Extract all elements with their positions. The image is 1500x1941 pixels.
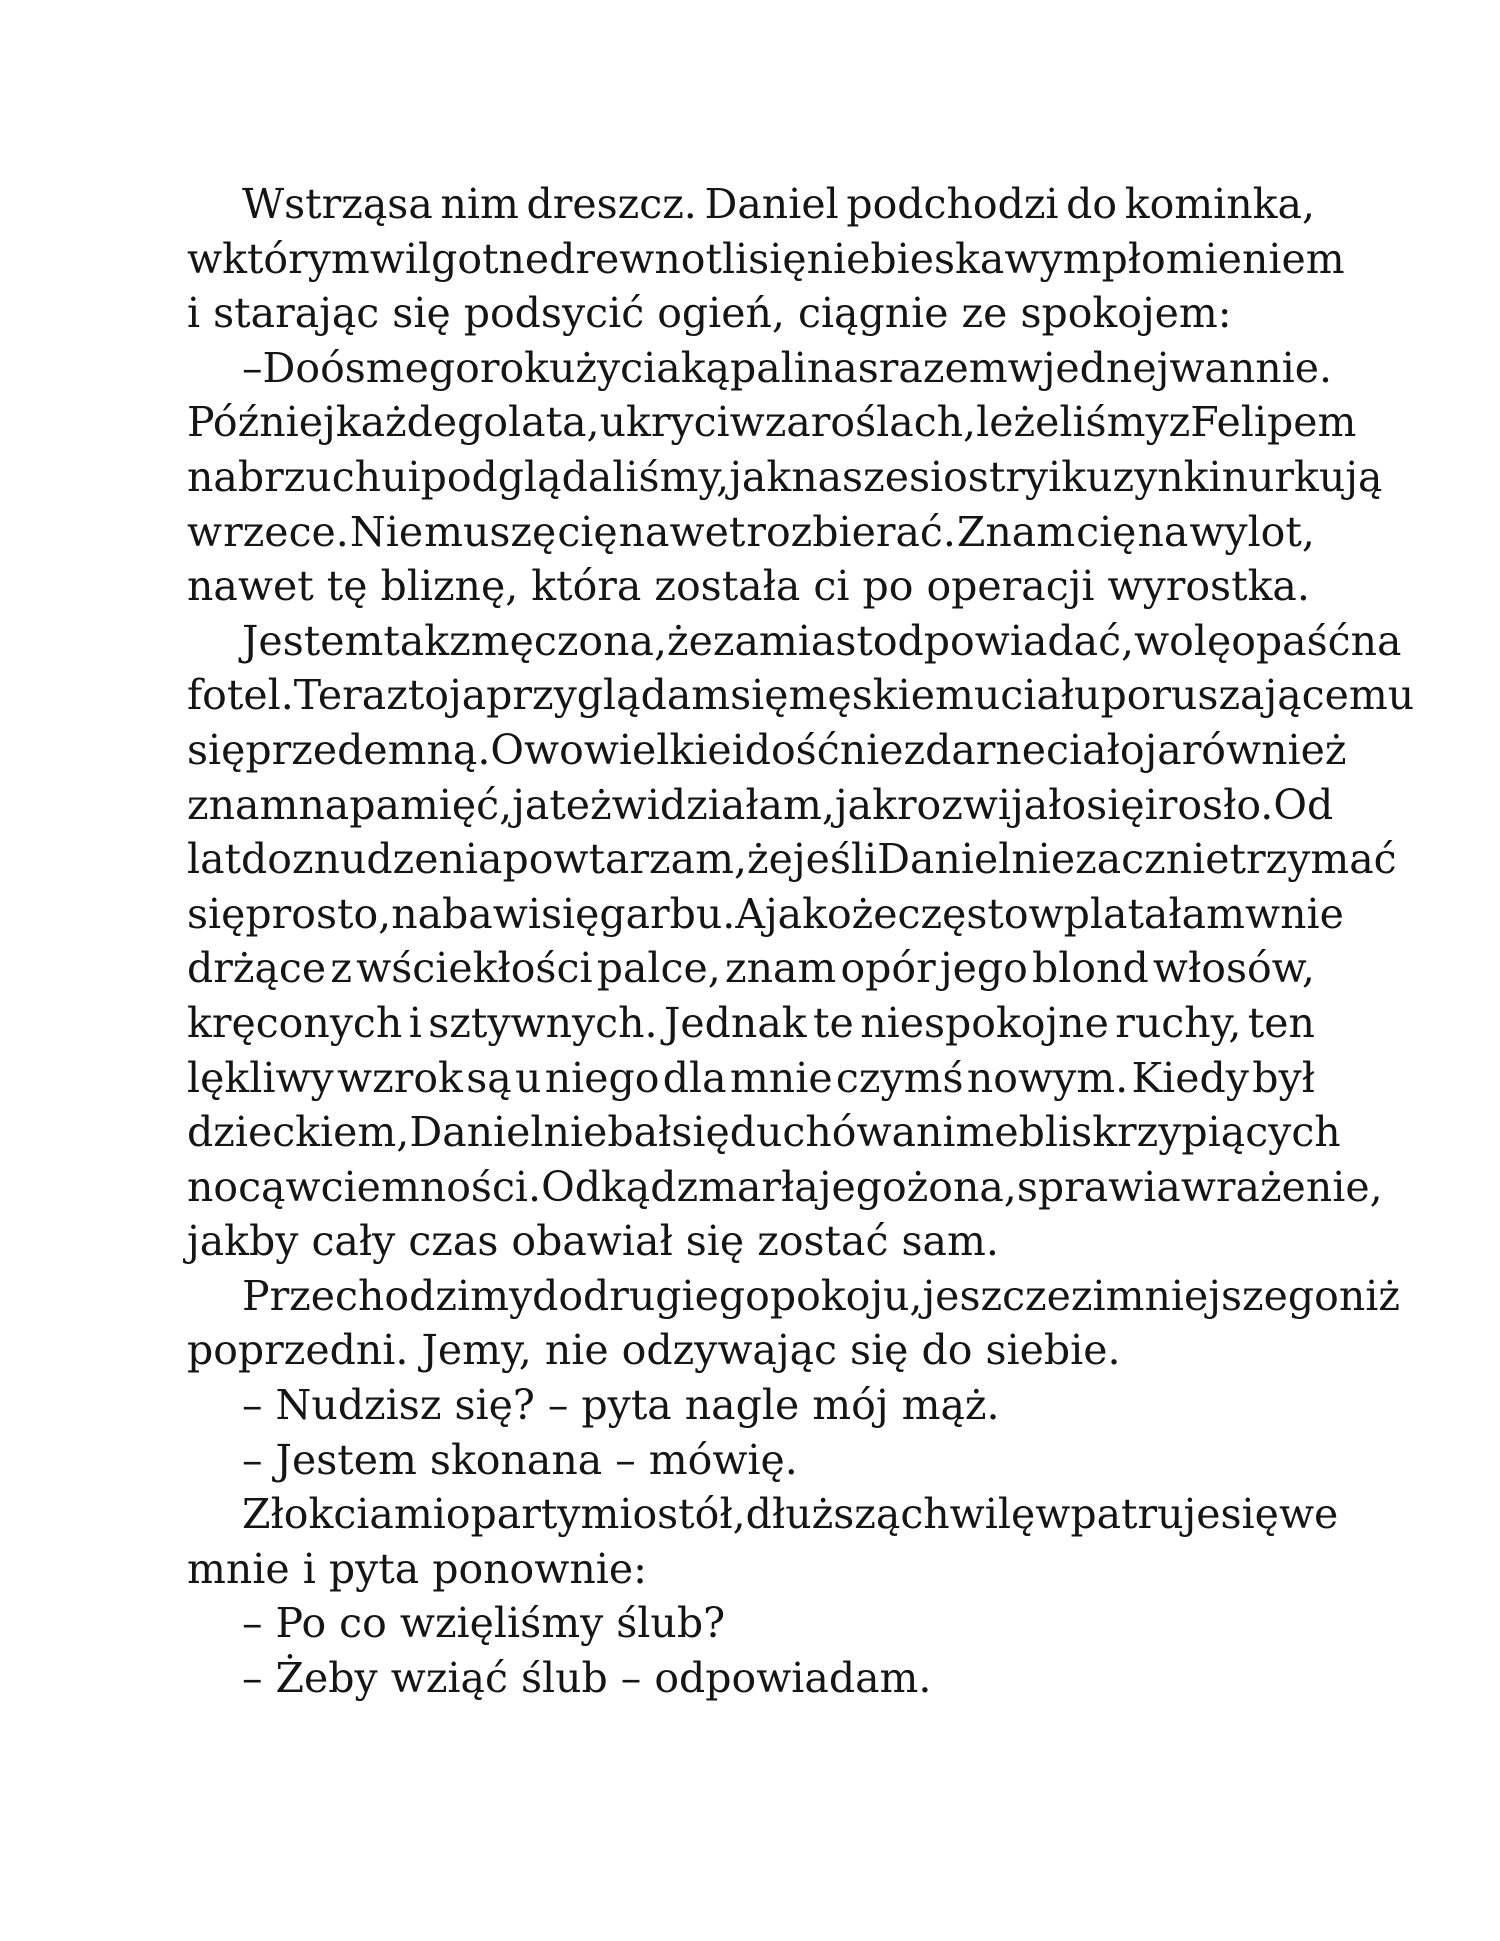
word: to — [407, 671, 449, 720]
word: drugiego — [583, 1271, 770, 1320]
word: jak — [729, 452, 792, 501]
word: z — [330, 944, 352, 993]
text-line — [187, 1269, 1400, 1324]
word: Później — [187, 398, 336, 447]
word: mnie — [729, 1053, 833, 1102]
text-line — [187, 505, 1315, 560]
word: Kiedy — [1131, 1053, 1249, 1102]
word: lękliwy — [187, 1053, 334, 1102]
word: ciało — [1046, 725, 1145, 774]
word: opaść — [1231, 616, 1351, 665]
word: nurkują — [1221, 452, 1383, 501]
word: nocą — [187, 1162, 286, 1211]
text-line: – Po co wzięliśmy ślub? — [242, 1599, 726, 1648]
word: sztywnych. — [428, 998, 658, 1047]
word: ciału — [1000, 671, 1101, 720]
word: jako — [764, 889, 852, 938]
text-line: mnie i pyta ponownie: — [187, 1544, 647, 1593]
word: widziałam, — [611, 780, 835, 829]
word: życia — [575, 343, 681, 392]
word: A — [735, 889, 765, 938]
word: Znam — [956, 507, 1076, 556]
word: do — [532, 1271, 584, 1320]
word: ósmego — [320, 343, 480, 392]
word: tak — [383, 616, 450, 665]
word: ciemności. — [320, 1162, 542, 1211]
word: w — [1244, 889, 1281, 938]
word: – — [242, 343, 263, 392]
word: wielkie — [583, 725, 732, 774]
word: sprawia — [1016, 1162, 1181, 1211]
word: dość — [744, 725, 840, 774]
word: często — [897, 889, 1029, 938]
word: zaroślach, — [764, 398, 977, 447]
word: ukryci — [599, 398, 730, 447]
word: drżące — [187, 944, 327, 993]
word: wzrok — [337, 1053, 463, 1102]
word: zmarła — [676, 1162, 819, 1211]
word: czymś — [835, 1053, 964, 1102]
word: Nie — [349, 507, 424, 556]
word: również — [1181, 725, 1347, 774]
word: wannie. — [1169, 343, 1333, 392]
word: niebieskawym — [806, 234, 1102, 283]
word: jednej — [1042, 343, 1170, 392]
word: cię — [557, 507, 618, 556]
word: jeśli — [792, 835, 878, 884]
word: ja — [449, 671, 487, 720]
text-block — [187, 177, 1415, 1706]
word: te — [813, 998, 854, 1047]
word: i — [1048, 452, 1062, 501]
word: fotel. — [187, 671, 294, 720]
word: był — [1252, 1053, 1315, 1102]
word: w — [1007, 343, 1043, 392]
word: pamięć, — [349, 780, 513, 829]
word: każdego — [335, 398, 509, 447]
text-line: i starając się podsycić ogień, ciągnie ze spokojem: — [187, 289, 1232, 338]
word: nabawi — [391, 889, 541, 938]
word: lata, — [508, 398, 600, 447]
word: Wstrząsa — [242, 180, 433, 228]
word: zacznie — [1075, 835, 1230, 884]
word: się — [748, 234, 807, 283]
text-line — [187, 778, 1334, 833]
word: i — [1144, 780, 1158, 829]
word: mną. — [387, 725, 491, 774]
word: i — [731, 725, 745, 774]
word: się — [671, 1108, 730, 1157]
text-line: nawet tę bliznę, która została ci po operacji wyrostka. — [187, 562, 1310, 611]
word: znam — [187, 780, 299, 829]
word: się — [1220, 1490, 1279, 1539]
word: włosów, — [1152, 944, 1315, 993]
text-line — [187, 1105, 1341, 1160]
text-line — [187, 1051, 1315, 1106]
word: się — [187, 889, 246, 938]
text-line — [187, 723, 1347, 778]
word: podglądaliśmy, — [420, 452, 730, 501]
word: wściekłości — [356, 944, 593, 993]
word: są — [466, 1053, 512, 1102]
word: pokoju, — [769, 1271, 923, 1320]
word: łokciami — [270, 1490, 446, 1539]
word: z — [1168, 398, 1191, 447]
word: i — [407, 452, 421, 501]
word: żona, — [906, 1162, 1017, 1211]
word: u — [515, 1053, 542, 1102]
text-line — [187, 1487, 1339, 1542]
word: rozbierać. — [746, 507, 956, 556]
word: Owo — [490, 725, 584, 774]
word: ja — [512, 780, 550, 829]
word: Przechodzimy — [242, 1271, 533, 1320]
text-line — [187, 177, 1315, 232]
word: że — [746, 835, 793, 884]
word: zamiast — [712, 616, 873, 665]
text-line: – Jestem skonana – mówię. — [242, 1435, 798, 1484]
word: Teraz — [293, 671, 408, 720]
word: bał — [607, 1108, 672, 1157]
word: siostry — [908, 452, 1049, 501]
word: w — [187, 234, 223, 283]
word: którym — [222, 234, 370, 283]
word: drewno — [549, 234, 706, 283]
word: skrzypiących — [1071, 1108, 1341, 1157]
text-line — [187, 1160, 1383, 1215]
word: wilgotne — [369, 234, 550, 283]
word: Od — [1273, 780, 1334, 829]
word: do — [241, 835, 292, 884]
word: kuzynki — [1061, 452, 1222, 501]
text-line — [187, 887, 1344, 942]
word: wolę — [1134, 616, 1232, 665]
word: ruchy, — [1115, 998, 1242, 1047]
word: nie — [1280, 889, 1344, 938]
word: odpowiadać, — [872, 616, 1135, 665]
word: jak — [834, 780, 897, 829]
word: ani — [891, 1108, 956, 1157]
word: Do — [262, 343, 321, 392]
word: że — [667, 616, 713, 665]
word: się — [730, 671, 789, 720]
word: nie — [543, 1108, 608, 1157]
word: chwilę — [900, 1490, 1036, 1539]
word: podchodzi — [846, 180, 1059, 228]
word: cię — [1076, 507, 1137, 556]
word: nas — [806, 343, 879, 392]
word: dzieckiem, — [187, 1108, 410, 1157]
word: w — [729, 398, 765, 447]
word: znam — [724, 944, 837, 993]
word: znudzenia — [291, 835, 503, 884]
word: ja — [1144, 725, 1182, 774]
word: niż — [1338, 1271, 1400, 1320]
word: zimniejszego — [1070, 1271, 1339, 1320]
word: poruszającemu — [1100, 671, 1415, 720]
word: razem — [878, 343, 1008, 392]
text-line: jakby cały czas obawiał się zostać sam. — [187, 1217, 999, 1266]
word: muszę — [424, 507, 557, 556]
word: nawet — [618, 507, 746, 556]
word: ten — [1247, 998, 1315, 1047]
word: Daniel — [409, 1108, 544, 1157]
word: przede — [245, 725, 388, 774]
word: Jednak — [663, 998, 807, 1047]
word: w — [187, 507, 223, 556]
word: jego — [818, 1162, 907, 1211]
word: trzymać — [1229, 835, 1397, 884]
text-line — [187, 341, 1333, 396]
word: płomieniem — [1101, 234, 1345, 283]
word: blond — [1032, 944, 1149, 993]
word: na — [1350, 616, 1402, 665]
text-line: poprzedni. Jemy, nie odzywając się do siebie. — [187, 1326, 1121, 1375]
word: na — [187, 452, 238, 501]
word: Z — [242, 1490, 271, 1539]
word: Daniel — [704, 180, 839, 228]
word: Felipem — [1190, 398, 1357, 447]
word: się — [187, 725, 246, 774]
text-line — [187, 832, 1397, 887]
word: niego — [544, 1053, 660, 1102]
word: roku — [479, 343, 576, 392]
text-line — [187, 395, 1357, 450]
word: zmęczona, — [449, 616, 667, 665]
word: niezdarne — [839, 725, 1047, 774]
word: dreszcz. — [526, 180, 697, 228]
text-line — [187, 614, 1402, 669]
word: nim — [440, 180, 519, 228]
word: leżeliśmy — [976, 398, 1169, 447]
word: kąpali — [680, 343, 807, 392]
word: wrażenie, — [1180, 1162, 1383, 1211]
word: Odkąd — [541, 1162, 677, 1211]
word: wylot, — [1189, 507, 1315, 556]
word: kominka, — [1124, 180, 1315, 228]
word: mebli — [955, 1108, 1072, 1157]
word: męskiemu — [788, 671, 1001, 720]
word: palce, — [596, 944, 721, 993]
word: opór — [840, 944, 936, 993]
text-line — [187, 941, 1315, 996]
word: prosto, — [245, 889, 392, 938]
text-line — [187, 668, 1415, 723]
word: powtarzam, — [502, 835, 747, 884]
text-line: – Żeby wziąć ślub – odpowiadam. — [242, 1654, 932, 1703]
word: brzuchu — [237, 452, 408, 501]
word: nie — [1011, 835, 1076, 884]
word: w — [285, 1162, 321, 1211]
word: do — [1066, 180, 1118, 228]
word: jego — [939, 944, 1028, 993]
text-line — [187, 232, 1345, 287]
word: wplatałam — [1028, 889, 1245, 938]
word: wpatruje — [1035, 1490, 1221, 1539]
word: rzece. — [223, 507, 349, 556]
word: i — [408, 998, 422, 1047]
text-line: – Nudzisz się? – pyta nagle mój mąż. — [242, 1381, 1000, 1430]
word: niespokojne — [860, 998, 1109, 1047]
word: stół, — [657, 1490, 746, 1539]
word: dla — [662, 1053, 727, 1102]
word: rosło. — [1157, 780, 1274, 829]
word: przyglądam — [486, 671, 731, 720]
word: kręconych — [187, 998, 403, 1047]
word: się — [540, 889, 600, 938]
word: o — [632, 1490, 658, 1539]
word: rozwijało — [896, 780, 1087, 829]
word: lat — [187, 835, 242, 884]
text-line — [187, 996, 1315, 1051]
word: nasze — [791, 452, 909, 501]
word: opartymi — [445, 1490, 633, 1539]
word: garbu. — [599, 889, 736, 938]
word: tli — [705, 234, 749, 283]
word: się — [1086, 780, 1145, 829]
text-line — [187, 450, 1383, 505]
word: też — [549, 780, 612, 829]
word: na — [298, 780, 350, 829]
word: Jestem — [242, 616, 384, 665]
word: we — [1278, 1490, 1339, 1539]
word: jeszcze — [922, 1271, 1071, 1320]
word: na — [1137, 507, 1189, 556]
word: dłuższą — [745, 1490, 901, 1539]
word: nowym. — [966, 1053, 1129, 1102]
word: Daniel — [877, 835, 1012, 884]
word: duchów — [729, 1108, 892, 1157]
word: że — [851, 889, 898, 938]
